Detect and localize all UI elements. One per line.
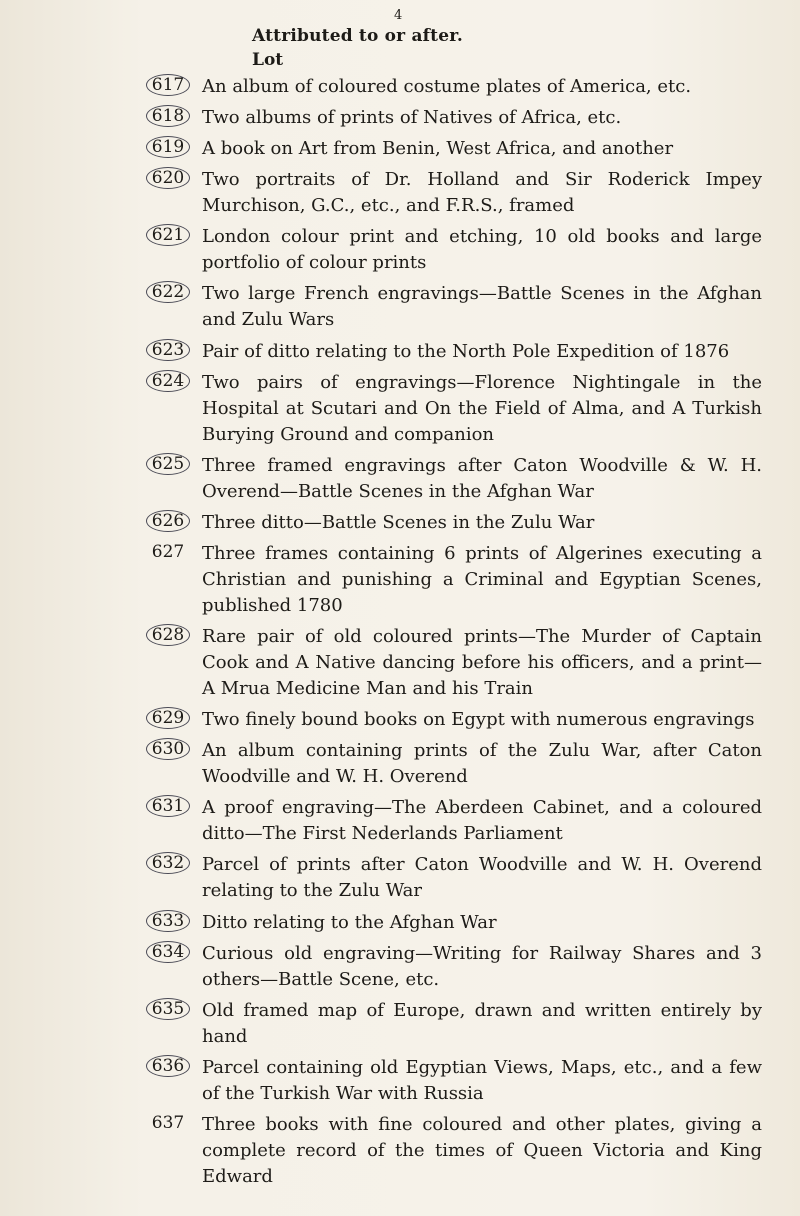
lot-entry — [0, 852, 800, 904]
lot-number — [140, 910, 196, 932]
lot-number-text: 632 — [146, 852, 190, 874]
lot-description: Ditto relating to the Afghan War — [202, 911, 497, 933]
lot-description: Three ditto—Battle Scenes in the Zulu War — [202, 511, 595, 533]
lot-description: Two portraits of Dr. Holland and Sir Roderick Impey Murchison, G.C., etc., and F.R.S., framed — [202, 169, 762, 217]
lot-entry — [0, 1112, 800, 1190]
lot-number-text: 634 — [146, 941, 190, 963]
lot-number-text: 622 — [146, 281, 190, 303]
lot-number — [140, 1112, 196, 1134]
lot-number-text: 618 — [146, 105, 190, 127]
lot-number — [140, 74, 196, 96]
lot-description: Parcel of prints after Caton Woodville and W. H. Overend relating to the Zulu War — [202, 854, 762, 902]
lot-entry — [0, 136, 800, 162]
lot-description: Two finely bound books on Egypt with numerous engravings — [202, 709, 755, 731]
lot-description: Three frames containing 6 prints of Algerines executing a Christian and punishing a Criminal and Egyptian Scenes, published 1780 — [202, 542, 762, 616]
lot-number — [140, 105, 196, 127]
lot-number — [140, 624, 196, 646]
lot-number — [140, 224, 196, 246]
lot-description: London colour print and etching, 10 old books and large portfolio of colour prints — [202, 226, 762, 274]
lot-description: Two large French engravings—Battle Scenes in the Afghan and Zulu Wars — [202, 283, 762, 331]
lot-entry — [0, 167, 800, 219]
lot-entry — [0, 370, 800, 448]
lot-number — [140, 707, 196, 729]
lot-entry — [0, 941, 800, 993]
lot-entry — [0, 541, 800, 619]
lot-number-text: 628 — [146, 624, 190, 646]
lot-number — [140, 167, 196, 189]
lot-number-text: 629 — [146, 707, 190, 729]
lot-description: An album containing prints of the Zulu War, after Caton Woodville and W. H. Overend — [202, 740, 762, 788]
lot-entry — [0, 453, 800, 505]
lot-entry — [0, 738, 800, 790]
lot-entry — [0, 339, 800, 365]
lot-description: Parcel containing old Egyptian Views, Maps, etc., and a few of the Turkish War with Russia — [202, 1056, 762, 1104]
lot-entry — [0, 998, 800, 1050]
lot-entry — [0, 74, 800, 100]
lot-number — [140, 795, 196, 817]
lot-number-text: 633 — [146, 910, 190, 932]
lot-number-text: 624 — [146, 370, 190, 392]
lot-number — [140, 370, 196, 392]
lot-entry — [0, 910, 800, 936]
lot-number — [140, 510, 196, 532]
lot-description: A proof engraving—The Aberdeen Cabinet, and a coloured ditto—The First Nederlands Parliament — [202, 797, 762, 845]
lot-description: An album of coloured costume plates of America, etc. — [202, 76, 692, 97]
lot-description: Pair of ditto relating to the North Pole Expedition of 1876 — [202, 340, 730, 362]
lot-number — [140, 281, 196, 303]
lot-number-text: 637 — [151, 1112, 185, 1133]
lot-description: Two albums of prints of Natives of Africa, etc. — [202, 107, 622, 129]
lot-entry — [0, 1055, 800, 1107]
lot-number-text: 626 — [146, 510, 190, 532]
lot-number — [140, 998, 196, 1020]
lot-number — [140, 852, 196, 874]
section-heading: Attributed to or after. — [252, 26, 463, 46]
lot-entry — [0, 224, 800, 276]
lot-number-text: 635 — [146, 998, 190, 1020]
lot-entry — [0, 707, 800, 733]
lot-number — [140, 738, 196, 760]
lot-entry — [0, 624, 800, 702]
lot-description: Two pairs of engravings—Florence Nightingale in the Hospital at Scutari and On the Field of Alma, and A Turkish Burying Ground and companion — [202, 371, 762, 445]
lot-number — [140, 1055, 196, 1077]
lot-description: Three framed engravings after Caton Woodville & W. H. Overend—Battle Scenes in the Afghan War — [202, 454, 762, 502]
lot-list — [0, 74, 800, 1195]
lot-number-text: 636 — [146, 1055, 190, 1077]
lot-description: Rare pair of old coloured prints—The Murder of Captain Cook and A Native dancing before his officers, and a print—A Mrua Medicine Man and his Train — [202, 626, 762, 700]
lot-entry — [0, 105, 800, 131]
lot-entry — [0, 281, 800, 333]
lot-number-text: 630 — [146, 738, 190, 760]
lot-number — [140, 941, 196, 963]
lot-entry — [0, 795, 800, 847]
lot-number — [140, 136, 196, 158]
page-mark: 4 — [394, 8, 403, 23]
lot-number-text: 620 — [146, 167, 190, 189]
lot-description: A book on Art from Benin, West Africa, and another — [202, 138, 674, 160]
lot-description: Curious old engraving—Writing for Railway Shares and 3 others—Battle Scene, etc. — [202, 942, 762, 990]
lot-entry — [0, 510, 800, 536]
lot-number-text: 631 — [146, 795, 190, 817]
lot-number-text: 625 — [146, 453, 190, 475]
lot-number-text: 617 — [146, 74, 190, 96]
lot-number-text: 621 — [146, 224, 190, 246]
lot-description: Three books with fine coloured and other plates, giving a complete record of the times of Queen Victoria and King Edward — [202, 1113, 762, 1187]
lot-number-text: 623 — [146, 339, 190, 361]
lot-description: Old framed map of Europe, drawn and written entirely by hand — [202, 999, 762, 1047]
lot-number — [140, 339, 196, 361]
lot-column-heading: Lot — [252, 50, 284, 70]
lot-number-text: 627 — [151, 541, 185, 562]
lot-number-text: 619 — [146, 136, 190, 158]
lot-number — [140, 453, 196, 475]
lot-number — [140, 541, 196, 563]
